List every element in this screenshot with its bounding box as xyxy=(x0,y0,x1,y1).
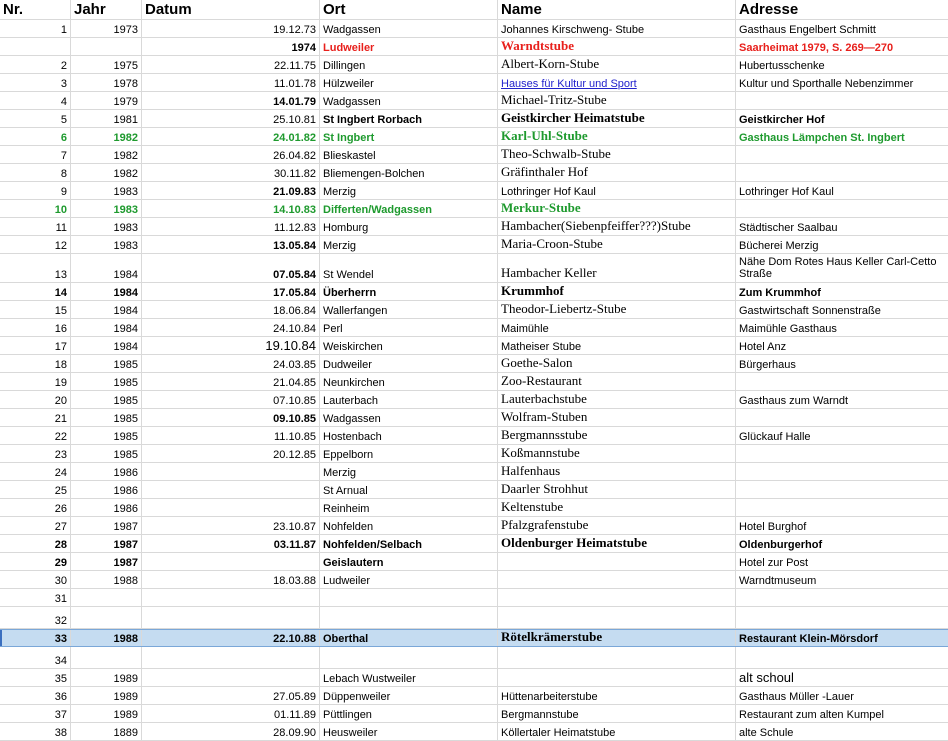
table-row xyxy=(0,110,948,128)
cell-nr[interactable]: 32 xyxy=(0,607,71,628)
cell-adresse[interactable]: Gasthaus Engelbert Schmitt xyxy=(739,24,876,36)
cell-datum[interactable]: 13.05.84 xyxy=(142,236,320,253)
table-row xyxy=(0,355,948,373)
cell-name[interactable] xyxy=(498,669,736,686)
header-row xyxy=(0,0,948,20)
cell-name[interactable]: Wolfram-Stuben xyxy=(498,409,736,426)
cell-datum[interactable]: 14.10.83 xyxy=(142,200,320,217)
header-name[interactable]: Name xyxy=(498,0,736,19)
cell-name[interactable] xyxy=(498,571,736,588)
cell-jahr[interactable]: 1985 xyxy=(71,409,142,426)
table-row xyxy=(0,337,948,355)
cell-name[interactable]: Halfenhaus xyxy=(498,463,736,480)
cell-nr[interactable]: 25 xyxy=(0,481,71,498)
cell-ort[interactable]: Merzig xyxy=(320,463,498,480)
cell-jahr[interactable]: 1987 xyxy=(71,535,142,552)
cell-nr[interactable]: 10 xyxy=(0,200,71,217)
cell-datum[interactable]: 09.10.85 xyxy=(142,409,320,426)
cell-ort[interactable]: Differten/Wadgassen xyxy=(320,200,498,217)
cell-adresse[interactable] xyxy=(736,409,948,426)
cell-adresse[interactable]: alte Schule xyxy=(739,727,794,739)
cell-datum[interactable] xyxy=(142,481,320,498)
table-row xyxy=(0,319,948,337)
cell-ort[interactable]: Dillingen xyxy=(320,56,498,73)
cell-ort[interactable]: Dudweiler xyxy=(320,355,498,372)
cell-adresse[interactable]: Oldenburgerhof xyxy=(739,539,823,551)
cell-datum[interactable]: 14.01.79 xyxy=(142,92,320,109)
cell-name[interactable]: Merkur-Stube xyxy=(498,200,736,217)
cell-ort[interactable]: Heusweiler xyxy=(320,723,498,740)
table-row xyxy=(0,427,948,445)
cell-jahr[interactable]: 1986 xyxy=(71,499,142,516)
cell-jahr[interactable]: 1986 xyxy=(71,481,142,498)
table-row xyxy=(0,283,948,301)
cell-adresse[interactable]: Maimühle Gasthaus xyxy=(739,323,837,335)
cell-name[interactable]: Warndtstube xyxy=(498,38,736,55)
cell-ort[interactable]: Nohfelden xyxy=(320,517,498,534)
cell-ort[interactable]: St Arnual xyxy=(320,481,498,498)
cell-name[interactable]: Gräfinthaler Hof xyxy=(498,164,736,181)
table-row xyxy=(0,373,948,391)
table-row xyxy=(0,254,948,283)
cell-adresse[interactable]: Bürgerhaus xyxy=(739,359,796,371)
cell-jahr[interactable]: 1982 xyxy=(71,164,142,181)
table-row xyxy=(0,182,948,200)
cell-jahr[interactable]: 1984 xyxy=(71,337,142,354)
cell-name[interactable]: Bergmannstube xyxy=(498,705,736,722)
cell-ort[interactable]: Lebach Wustweiler xyxy=(320,669,498,686)
header-adresse[interactable]: Adresse xyxy=(739,0,799,18)
cell-ort[interactable] xyxy=(320,589,498,606)
table-row xyxy=(0,535,948,553)
cell-nr[interactable]: 18 xyxy=(0,355,71,372)
cell-datum[interactable]: 11.10.85 xyxy=(142,427,320,444)
cell-nr[interactable]: 24 xyxy=(0,463,71,480)
cell-name[interactable]: Hüttenarbeiterstube xyxy=(498,687,736,704)
cell-ort[interactable]: Merzig xyxy=(320,182,498,199)
table-row xyxy=(0,218,948,236)
cell-name[interactable]: Keltenstube xyxy=(498,499,736,516)
cell-datum[interactable]: 19.10.84 xyxy=(142,337,320,354)
cell-datum[interactable]: 26.04.82 xyxy=(142,146,320,163)
cell-adresse[interactable] xyxy=(736,499,948,516)
cell-jahr[interactable]: 1984 xyxy=(71,283,142,300)
cell-datum[interactable]: 22.11.75 xyxy=(142,56,320,73)
table-row xyxy=(0,499,948,517)
table-row xyxy=(0,236,948,254)
cell-adresse[interactable]: Hotel Burghof xyxy=(739,521,807,533)
table-row xyxy=(0,445,948,463)
cell-ort[interactable]: Wadgassen xyxy=(320,20,498,37)
cell-nr[interactable]: 16 xyxy=(0,319,71,336)
cell-nr[interactable]: 31 xyxy=(0,589,71,606)
cell-nr[interactable]: 29 xyxy=(0,553,71,570)
cell-datum[interactable]: 01.11.89 xyxy=(142,705,320,722)
cell-ort[interactable]: Wadgassen xyxy=(320,409,498,426)
cell-nr[interactable]: 23 xyxy=(0,445,71,462)
table-row xyxy=(0,607,948,629)
cell-adresse[interactable]: Restaurant Klein-Mörsdorf xyxy=(739,633,878,645)
cell-datum[interactable] xyxy=(142,607,320,628)
cell-jahr[interactable]: 1985 xyxy=(71,445,142,462)
cell-adresse[interactable]: Städtischer Saalbau xyxy=(739,222,838,234)
cell-name[interactable] xyxy=(498,589,736,606)
cell-name[interactable]: Lothringer Hof Kaul xyxy=(498,182,736,199)
cell-nr[interactable]: 36 xyxy=(0,687,71,704)
cell-datum[interactable]: 24.10.84 xyxy=(142,319,320,336)
cell-jahr[interactable]: 1984 xyxy=(71,254,142,282)
table-row xyxy=(0,629,948,647)
cell-nr[interactable]: 14 xyxy=(0,283,71,300)
cell-jahr[interactable]: 1975 xyxy=(71,56,142,73)
cell-name[interactable]: Rötelkrämerstube xyxy=(498,630,736,646)
cell-ort[interactable]: Eppelborn xyxy=(320,445,498,462)
cell-datum[interactable]: 18.03.88 xyxy=(142,571,320,588)
cell-adresse[interactable]: Bücherei Merzig xyxy=(739,240,819,252)
cell-ort[interactable]: Nohfelden/Selbach xyxy=(320,535,498,552)
cell-name[interactable]: Daarler Strohhut xyxy=(498,481,736,498)
cell-datum[interactable]: 07.05.84 xyxy=(142,254,320,282)
cell-nr[interactable]: 21 xyxy=(0,409,71,426)
cell-name[interactable]: Oldenburger Heimatstube xyxy=(498,535,736,552)
table-row xyxy=(0,301,948,319)
cell-datum[interactable]: 25.10.81 xyxy=(142,110,320,127)
cell-adresse[interactable]: Hotel Anz xyxy=(739,341,787,353)
cell-ort[interactable] xyxy=(320,607,498,628)
cell-adresse[interactable]: Nähe Dom Rotes Haus Keller Carl-Cetto Straße xyxy=(739,256,937,280)
cell-jahr[interactable]: 1985 xyxy=(71,427,142,444)
cell-name[interactable]: Hauses für Kultur und Sport xyxy=(498,74,736,91)
table-row xyxy=(0,409,948,427)
cell-nr[interactable]: 12 xyxy=(0,236,71,253)
header-ort[interactable]: Ort xyxy=(320,0,498,19)
cell-jahr[interactable]: 1985 xyxy=(71,391,142,408)
cell-jahr[interactable]: 1973 xyxy=(71,20,142,37)
cell-adresse[interactable] xyxy=(736,589,948,606)
cell-jahr[interactable]: 1983 xyxy=(71,236,142,253)
cell-ort[interactable]: Reinheim xyxy=(320,499,498,516)
table-row xyxy=(0,517,948,535)
cell-adresse[interactable]: Geistkircher Hof xyxy=(739,114,825,126)
cell-jahr[interactable]: 1984 xyxy=(71,319,142,336)
cell-adresse[interactable]: Glückauf Halle xyxy=(739,431,811,443)
cell-adresse[interactable] xyxy=(736,200,948,217)
cell-nr[interactable]: 5 xyxy=(0,110,71,127)
cell-ort[interactable]: Blieskastel xyxy=(320,146,498,163)
cell-ort[interactable]: Perl xyxy=(320,319,498,336)
cell-adresse[interactable]: Hubertusschenke xyxy=(739,60,825,72)
cell-nr[interactable]: 3 xyxy=(0,74,71,91)
cell-name[interactable]: Theodor-Liebertz-Stube xyxy=(498,301,736,318)
cell-adresse[interactable]: Hotel zur Post xyxy=(739,557,809,569)
table-row xyxy=(0,687,948,705)
cell-nr[interactable] xyxy=(0,38,71,55)
table-row xyxy=(0,391,948,409)
cell-jahr[interactable]: 1989 xyxy=(71,687,142,704)
cell-nr[interactable]: 19 xyxy=(0,373,71,390)
cell-adresse[interactable]: Kultur und Sporthalle Nebenzimmer xyxy=(739,78,914,90)
header-nr[interactable]: Nr. xyxy=(0,0,71,19)
cell-datum[interactable]: 22.10.88 xyxy=(142,630,320,646)
cell-name[interactable]: Maimühle xyxy=(498,319,736,336)
cell-nr[interactable]: 27 xyxy=(0,517,71,534)
cell-nr[interactable]: 35 xyxy=(0,669,71,686)
cell-ort[interactable]: Püttlingen xyxy=(320,705,498,722)
cell-nr[interactable]: 37 xyxy=(0,705,71,722)
cell-adresse[interactable] xyxy=(736,445,948,462)
cell-ort[interactable]: Ludweiler xyxy=(320,571,498,588)
cell-datum[interactable]: 20.12.85 xyxy=(142,445,320,462)
table-row xyxy=(0,723,948,741)
cell-ort[interactable]: Bliemengen-Bolchen xyxy=(320,164,498,181)
cell-datum[interactable]: 24.03.85 xyxy=(142,355,320,372)
cell-name[interactable]: Köllertaler Heimatstube xyxy=(498,723,736,740)
cell-datum[interactable]: 19.12.73 xyxy=(142,20,320,37)
cell-jahr[interactable] xyxy=(71,589,142,606)
cell-nr[interactable]: 20 xyxy=(0,391,71,408)
cell-ort[interactable]: Lauterbach xyxy=(320,391,498,408)
cell-ort[interactable] xyxy=(320,647,498,668)
cell-datum[interactable] xyxy=(142,669,320,686)
table-row xyxy=(0,705,948,723)
cell-adresse[interactable]: Gasthaus zum Warndt xyxy=(739,395,849,407)
cell-nr[interactable]: 22 xyxy=(0,427,71,444)
table-row xyxy=(0,74,948,92)
cell-ort[interactable]: Oberthal xyxy=(320,630,498,646)
cell-name[interactable]: Matheiser Stube xyxy=(498,337,736,354)
cell-datum[interactable]: 23.10.87 xyxy=(142,517,320,534)
table-row xyxy=(0,553,948,571)
cell-ort[interactable]: Wallerfangen xyxy=(320,301,498,318)
cell-adresse[interactable]: Lothringer Hof Kaul xyxy=(739,186,834,198)
cell-datum[interactable]: 11.12.83 xyxy=(142,218,320,235)
cell-ort[interactable]: Homburg xyxy=(320,218,498,235)
cell-adresse[interactable] xyxy=(736,146,948,163)
cell-adresse[interactable]: Gasthaus Müller -Lauer xyxy=(739,691,854,703)
cell-adresse[interactable]: Restaurant zum alten Kumpel xyxy=(739,709,884,721)
cell-nr[interactable]: 17 xyxy=(0,337,71,354)
cell-datum[interactable] xyxy=(142,499,320,516)
cell-jahr[interactable]: 1986 xyxy=(71,463,142,480)
cell-adresse[interactable]: Saarheimat 1979, S. 269—270 xyxy=(739,42,894,54)
cell-name[interactable]: Hambacher Keller xyxy=(498,254,736,282)
cell-name[interactable]: Koßmannstube xyxy=(498,445,736,462)
header-jahr[interactable]: Jahr xyxy=(71,0,142,19)
cell-nr[interactable]: 26 xyxy=(0,499,71,516)
cell-datum[interactable]: 21.09.83 xyxy=(142,182,320,199)
cell-datum[interactable] xyxy=(142,647,320,668)
cell-jahr[interactable]: 1984 xyxy=(71,301,142,318)
cell-name[interactable]: Maria-Croon-Stube xyxy=(498,236,736,253)
cell-ort[interactable]: St Ingbert Rorbach xyxy=(320,110,498,127)
cell-jahr[interactable]: 1978 xyxy=(71,74,142,91)
cell-nr[interactable]: 30 xyxy=(0,571,71,588)
table-row xyxy=(0,669,948,687)
cell-name[interactable]: Lauterbachstube xyxy=(498,391,736,408)
cell-datum[interactable]: 03.11.87 xyxy=(142,535,320,552)
cell-adresse[interactable] xyxy=(736,481,948,498)
cell-name[interactable]: Theo-Schwalb-Stube xyxy=(498,146,736,163)
cell-ort[interactable]: Ludweiler xyxy=(320,38,498,55)
cell-nr[interactable]: 6 xyxy=(0,128,71,145)
cell-jahr[interactable]: 1988 xyxy=(71,571,142,588)
cell-datum[interactable]: 28.09.90 xyxy=(142,723,320,740)
cell-jahr[interactable]: 1983 xyxy=(71,218,142,235)
cell-nr[interactable]: 34 xyxy=(0,647,71,668)
cell-jahr[interactable]: 1981 xyxy=(71,110,142,127)
cell-jahr[interactable]: 1989 xyxy=(71,705,142,722)
header-datum[interactable]: Datum xyxy=(142,0,320,19)
cell-jahr[interactable]: 1889 xyxy=(71,723,142,740)
cell-nr[interactable]: 1 xyxy=(0,20,71,37)
cell-ort[interactable]: Merzig xyxy=(320,236,498,253)
cell-ort[interactable]: Wadgassen xyxy=(320,92,498,109)
cell-name[interactable]: Hambacher(Siebenpfeiffer???)Stube xyxy=(498,218,736,235)
table-row xyxy=(0,92,948,110)
cell-ort[interactable]: Geislautern xyxy=(320,553,498,570)
cell-jahr[interactable]: 1983 xyxy=(71,182,142,199)
cell-ort[interactable]: Weiskirchen xyxy=(320,337,498,354)
cell-nr[interactable]: 4 xyxy=(0,92,71,109)
cell-jahr[interactable]: 1987 xyxy=(71,553,142,570)
cell-nr[interactable]: 28 xyxy=(0,535,71,552)
cell-name[interactable]: Karl-Uhl-Stube xyxy=(498,128,736,145)
table-row xyxy=(0,20,948,38)
cell-jahr[interactable] xyxy=(71,38,142,55)
cell-datum[interactable]: 24.01.82 xyxy=(142,128,320,145)
cell-jahr[interactable] xyxy=(71,647,142,668)
cell-adresse[interactable] xyxy=(736,92,948,109)
cell-name[interactable]: Johannes Kirschweng- Stube xyxy=(498,20,736,37)
cell-nr[interactable]: 8 xyxy=(0,164,71,181)
cell-adresse[interactable]: Gastwirtschaft Sonnenstraße xyxy=(739,305,881,317)
cell-ort[interactable]: Düppenweiler xyxy=(320,687,498,704)
cell-name[interactable]: Michael-Tritz-Stube xyxy=(498,92,736,109)
cell-nr[interactable]: 9 xyxy=(0,182,71,199)
cell-name[interactable]: Pfalzgrafenstube xyxy=(498,517,736,534)
cell-jahr[interactable]: 1979 xyxy=(71,92,142,109)
cell-name[interactable]: Zoo-Restaurant xyxy=(498,373,736,390)
table-row xyxy=(0,647,948,669)
cell-jahr[interactable]: 1985 xyxy=(71,355,142,372)
cell-name[interactable]: Krummhof xyxy=(498,283,736,300)
cell-datum[interactable]: 21.04.85 xyxy=(142,373,320,390)
cell-name[interactable] xyxy=(498,553,736,570)
cell-ort[interactable]: Hülzweiler xyxy=(320,74,498,91)
cell-jahr[interactable]: 1982 xyxy=(71,146,142,163)
cell-name[interactable] xyxy=(498,647,736,668)
cell-name[interactable] xyxy=(498,607,736,628)
cell-nr[interactable]: 15 xyxy=(0,301,71,318)
cell-jahr[interactable]: 1985 xyxy=(71,373,142,390)
cell-jahr[interactable]: 1988 xyxy=(71,630,142,646)
cell-datum[interactable] xyxy=(142,463,320,480)
cell-adresse[interactable]: Zum Krummhof xyxy=(739,287,821,299)
cell-name[interactable]: Albert-Korn-Stube xyxy=(498,56,736,73)
cell-adresse[interactable] xyxy=(736,647,948,668)
cell-datum[interactable]: 07.10.85 xyxy=(142,391,320,408)
cell-jahr[interactable]: 1982 xyxy=(71,128,142,145)
cell-jahr[interactable]: 1983 xyxy=(71,200,142,217)
cell-ort[interactable]: Neunkirchen xyxy=(320,373,498,390)
table-row xyxy=(0,38,948,56)
cell-adresse[interactable]: Gasthaus Lämpchen St. Ingbert xyxy=(739,132,905,144)
table-row xyxy=(0,571,948,589)
cell-datum[interactable]: 30.11.82 xyxy=(142,164,320,181)
cell-adresse[interactable] xyxy=(736,607,948,628)
table-row xyxy=(0,56,948,74)
cell-ort[interactable]: Hostenbach xyxy=(320,427,498,444)
cell-datum[interactable]: 18.06.84 xyxy=(142,301,320,318)
cell-datum[interactable]: 27.05.89 xyxy=(142,687,320,704)
table-row xyxy=(0,481,948,499)
cell-name[interactable]: Bergmannsstube xyxy=(498,427,736,444)
table-row xyxy=(0,200,948,218)
cell-nr[interactable]: 7 xyxy=(0,146,71,163)
cell-datum[interactable]: 17.05.84 xyxy=(142,283,320,300)
cell-ort[interactable]: Überherrn xyxy=(320,283,498,300)
table-row xyxy=(0,146,948,164)
cell-jahr[interactable]: 1987 xyxy=(71,517,142,534)
cell-nr[interactable]: 33 xyxy=(0,630,71,646)
cell-adresse[interactable] xyxy=(736,373,948,390)
cell-datum[interactable] xyxy=(142,553,320,570)
cell-ort[interactable]: St Wendel xyxy=(320,254,498,282)
cell-nr[interactable]: 38 xyxy=(0,723,71,740)
cell-nr[interactable]: 2 xyxy=(0,56,71,73)
cell-name[interactable]: Goethe-Salon xyxy=(498,355,736,372)
cell-datum[interactable]: 1974 xyxy=(142,38,320,55)
table-row xyxy=(0,463,948,481)
table-row xyxy=(0,589,948,607)
cell-nr[interactable]: 13 xyxy=(0,254,71,282)
cell-adresse[interactable] xyxy=(736,463,948,480)
cell-adresse[interactable]: Warndtmuseum xyxy=(739,575,817,587)
table-row xyxy=(0,128,948,146)
cell-jahr[interactable]: 1989 xyxy=(71,669,142,686)
cell-adresse[interactable]: alt schoul xyxy=(739,670,794,685)
cell-ort[interactable]: St Ingbert xyxy=(320,128,498,145)
cell-jahr[interactable] xyxy=(71,607,142,628)
cell-nr[interactable]: 11 xyxy=(0,218,71,235)
cell-name[interactable]: Geistkircher Heimatstube xyxy=(498,110,736,127)
cell-datum[interactable] xyxy=(142,589,320,606)
cell-adresse[interactable] xyxy=(736,164,948,181)
cell-datum[interactable]: 11.01.78 xyxy=(142,74,320,91)
table-row xyxy=(0,164,948,182)
